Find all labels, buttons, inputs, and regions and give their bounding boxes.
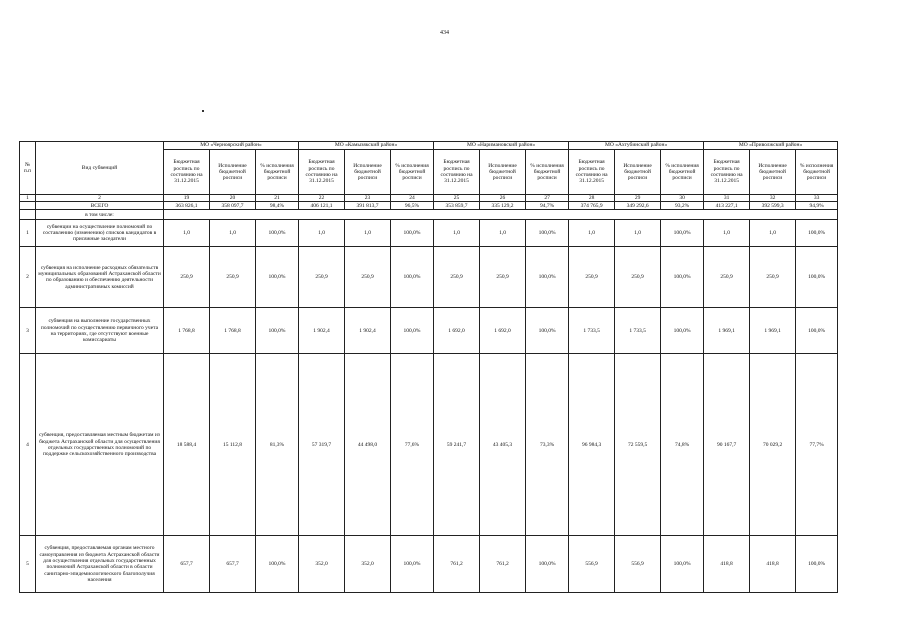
value-cell: 100,0% bbox=[661, 536, 704, 593]
value-cell: 418,8 bbox=[750, 536, 796, 593]
value-cell: 100,0% bbox=[796, 247, 838, 308]
subvention-table bbox=[19, 141, 838, 593]
row-number-cell: 4 bbox=[20, 354, 36, 536]
column-number-cell: 22 bbox=[299, 195, 345, 202]
value-cell: 250,9 bbox=[480, 247, 526, 308]
value-cell: 1 969,1 bbox=[704, 308, 750, 354]
value-cell: 1 733,5 bbox=[615, 308, 661, 354]
subvention-name-cell: субвенция, предоставляемая местным бюджетам из бюджета Астраханской области для осуществления отдельных государственных полномочий по поддержке сельскохозяйственного производства bbox=[36, 354, 164, 536]
subheader-cell: Исполнение бюджетной росписи bbox=[615, 150, 661, 195]
value-cell: 100,0% bbox=[661, 308, 704, 354]
value-cell: 1,0 bbox=[615, 220, 661, 247]
value-cell: 15 112,8 bbox=[210, 354, 256, 536]
subheader-cell: Исполнение бюджетной росписи bbox=[210, 150, 256, 195]
column-number-cell: 28 bbox=[569, 195, 615, 202]
subheader-cell: Исполнение бюджетной росписи bbox=[345, 150, 391, 195]
district-header: МО «Приволжский район» bbox=[704, 142, 838, 150]
column-number-cell: 20 bbox=[210, 195, 256, 202]
column-number-cell: 29 bbox=[615, 195, 661, 202]
value-cell: 18 588,4 bbox=[164, 354, 210, 536]
total-value-cell: 358 097,7 bbox=[210, 202, 256, 210]
value-cell: 81,3% bbox=[256, 354, 299, 536]
column-number-cell: 19 bbox=[164, 195, 210, 202]
value-cell: 657,7 bbox=[210, 536, 256, 593]
value-cell: 1 768,8 bbox=[210, 308, 256, 354]
col-type-header: Вид субвенций bbox=[36, 142, 164, 195]
total-value-cell: 349 292,6 bbox=[615, 202, 661, 210]
subvention-name-cell: субвенция на выполнение государственных полномочий по осуществлению первичного учета на территориях, где отсутствуют военные комиссариаты bbox=[36, 308, 164, 354]
value-cell: 761,2 bbox=[480, 536, 526, 593]
value-cell: 1,0 bbox=[164, 220, 210, 247]
district-header: МО «Черноярский район» bbox=[164, 142, 299, 150]
value-cell: 1,0 bbox=[434, 220, 480, 247]
value-cell: 100,0% bbox=[256, 220, 299, 247]
column-number-cell: 31 bbox=[704, 195, 750, 202]
value-cell: 556,9 bbox=[615, 536, 661, 593]
column-number-cell: 23 bbox=[345, 195, 391, 202]
table-row bbox=[20, 247, 838, 308]
value-cell: 556,9 bbox=[569, 536, 615, 593]
value-cell: 250,9 bbox=[615, 247, 661, 308]
subtotal-empty-cell bbox=[164, 210, 838, 220]
subheader-cell: Бюджетная роспись по состоянию на 31.12.2015 bbox=[299, 150, 345, 195]
subheader-cell: Бюджетная роспись по состоянию на 31.12.2015 bbox=[569, 150, 615, 195]
value-cell: 100,0% bbox=[391, 308, 434, 354]
subheader-cell: Исполнение бюджетной росписи bbox=[750, 150, 796, 195]
column-number-cell: 2 bbox=[36, 195, 164, 202]
value-cell: 250,9 bbox=[210, 247, 256, 308]
subheader-cell: % исполнения бюджетной росписи bbox=[661, 150, 704, 195]
row-number-cell: 3 bbox=[20, 308, 36, 354]
district-header: МО «Ахтубинский район» bbox=[569, 142, 704, 150]
subtotal-no-cell bbox=[20, 210, 36, 220]
value-cell: 1,0 bbox=[299, 220, 345, 247]
value-cell: 100,0% bbox=[391, 247, 434, 308]
value-cell: 1 969,1 bbox=[750, 308, 796, 354]
value-cell: 100,0% bbox=[256, 247, 299, 308]
value-cell: 352,0 bbox=[299, 536, 345, 593]
value-cell: 100,0% bbox=[526, 247, 569, 308]
value-cell: 1,0 bbox=[210, 220, 256, 247]
row-number-cell: 1 bbox=[20, 220, 36, 247]
table-row bbox=[20, 220, 838, 247]
column-number-cell: 24 bbox=[391, 195, 434, 202]
value-cell: 250,9 bbox=[750, 247, 796, 308]
value-cell: 1,0 bbox=[569, 220, 615, 247]
subheader-cell: Бюджетная роспись по состоянию на 31.12.2015 bbox=[164, 150, 210, 195]
column-number-cell: 21 bbox=[256, 195, 299, 202]
value-cell: 100,0% bbox=[391, 220, 434, 247]
district-header: МО «Наримановский район» bbox=[434, 142, 569, 150]
total-value-cell: 413 227,1 bbox=[704, 202, 750, 210]
table-row bbox=[20, 536, 838, 593]
value-cell: 96 984,3 bbox=[569, 354, 615, 536]
table-row bbox=[20, 308, 838, 354]
subheader-cell: Исполнение бюджетной росписи bbox=[480, 150, 526, 195]
value-cell: 100,0% bbox=[661, 220, 704, 247]
value-cell: 250,9 bbox=[569, 247, 615, 308]
column-number-cell: 32 bbox=[750, 195, 796, 202]
value-cell: 418,8 bbox=[704, 536, 750, 593]
total-value-cell: 353 859,7 bbox=[434, 202, 480, 210]
value-cell: 1,0 bbox=[480, 220, 526, 247]
value-cell: 100,0% bbox=[796, 536, 838, 593]
subheader-cell: % исполнения бюджетной росписи bbox=[796, 150, 838, 195]
value-cell: 100,0% bbox=[526, 308, 569, 354]
total-label: ВСЕГО bbox=[36, 202, 164, 210]
value-cell: 100,0% bbox=[526, 220, 569, 247]
subtotal-label: в том числе: bbox=[36, 210, 164, 220]
column-number-cell: 25 bbox=[434, 195, 480, 202]
value-cell: 1,0 bbox=[750, 220, 796, 247]
col-no-header: № п.п bbox=[20, 142, 36, 195]
value-cell: 1 902,4 bbox=[299, 308, 345, 354]
value-cell: 72 559,5 bbox=[615, 354, 661, 536]
subheader-cell: Бюджетная роспись по состоянию на 31.12.2015 bbox=[434, 150, 480, 195]
value-cell: 1 692,0 bbox=[480, 308, 526, 354]
row-number-cell: 5 bbox=[20, 536, 36, 593]
total-value-cell: 391 813,7 bbox=[345, 202, 391, 210]
value-cell: 100,0% bbox=[796, 308, 838, 354]
value-cell: 352,0 bbox=[345, 536, 391, 593]
subheader-cell: % исполнения бюджетной росписи bbox=[391, 150, 434, 195]
total-no-cell bbox=[20, 202, 36, 210]
table-row bbox=[20, 354, 838, 536]
value-cell: 250,9 bbox=[299, 247, 345, 308]
value-cell: 1 733,5 bbox=[569, 308, 615, 354]
value-cell: 250,9 bbox=[704, 247, 750, 308]
subvention-name-cell: субвенция, предоставляемая органам местного самоуправления из бюджета Астраханской области для осуществления отдельных государственных полномочий Астраханской области в области санитарно-эпидемиологического благополучия населения bbox=[36, 536, 164, 593]
subheader-cell: Бюджетная роспись по состоянию на 31.12.2015 bbox=[704, 150, 750, 195]
value-cell: 1 902,4 bbox=[345, 308, 391, 354]
total-value-cell: 406 121,1 bbox=[299, 202, 345, 210]
total-value-cell: 392 599,3 bbox=[750, 202, 796, 210]
row-number-cell: 2 bbox=[20, 247, 36, 308]
page-number: 434 bbox=[440, 30, 449, 36]
value-cell: 657,7 bbox=[164, 536, 210, 593]
district-header: МО «Камызякский район» bbox=[299, 142, 434, 150]
value-cell: 1,0 bbox=[704, 220, 750, 247]
column-number-cell: 30 bbox=[661, 195, 704, 202]
subvention-name-cell: субвенция на исполнение расходных обязательств муниципальных образований Астраханской области по образованию и обеспечению деятельности административных комиссий bbox=[36, 247, 164, 308]
value-cell: 59 241,7 bbox=[434, 354, 480, 536]
total-value-cell: 94,7% bbox=[526, 202, 569, 210]
total-value-cell: 94,9% bbox=[796, 202, 838, 210]
value-cell: 57 319,7 bbox=[299, 354, 345, 536]
value-cell: 77,6% bbox=[391, 354, 434, 536]
column-number-cell: 1 bbox=[20, 195, 36, 202]
value-cell: 1 768,8 bbox=[164, 308, 210, 354]
total-value-cell: 374 765,9 bbox=[569, 202, 615, 210]
value-cell: 761,2 bbox=[434, 536, 480, 593]
stray-dot bbox=[202, 110, 204, 112]
value-cell: 73,3% bbox=[526, 354, 569, 536]
value-cell: 250,9 bbox=[164, 247, 210, 308]
value-cell: 250,9 bbox=[345, 247, 391, 308]
value-cell: 100,0% bbox=[256, 308, 299, 354]
value-cell: 1,0 bbox=[345, 220, 391, 247]
total-value-cell: 98,4% bbox=[256, 202, 299, 210]
value-cell: 100,0% bbox=[526, 536, 569, 593]
value-cell: 44 498,0 bbox=[345, 354, 391, 536]
value-cell: 100,0% bbox=[391, 536, 434, 593]
subvention-name-cell: субвенции на осуществление полномочий по составлению (изменению) списков кандидатов в присяжные заседатели bbox=[36, 220, 164, 247]
total-value-cell: 96,5% bbox=[391, 202, 434, 210]
value-cell: 1 692,0 bbox=[434, 308, 480, 354]
column-number-cell: 27 bbox=[526, 195, 569, 202]
value-cell: 100,0% bbox=[256, 536, 299, 593]
value-cell: 100,0% bbox=[796, 220, 838, 247]
value-cell: 90 167,7 bbox=[704, 354, 750, 536]
total-value-cell: 335 129,2 bbox=[480, 202, 526, 210]
column-number-cell: 26 bbox=[480, 195, 526, 202]
value-cell: 77,7% bbox=[796, 354, 838, 536]
column-number-cell: 33 bbox=[796, 195, 838, 202]
subheader-cell: % исполнения бюджетной росписи bbox=[256, 150, 299, 195]
value-cell: 43 405,3 bbox=[480, 354, 526, 536]
subheader-cell: % исполнения бюджетной росписи bbox=[526, 150, 569, 195]
total-value-cell: 93,2% bbox=[661, 202, 704, 210]
total-value-cell: 363 826,1 bbox=[164, 202, 210, 210]
value-cell: 70 029,2 bbox=[750, 354, 796, 536]
value-cell: 74,8% bbox=[661, 354, 704, 536]
value-cell: 250,9 bbox=[434, 247, 480, 308]
value-cell: 100,0% bbox=[661, 247, 704, 308]
